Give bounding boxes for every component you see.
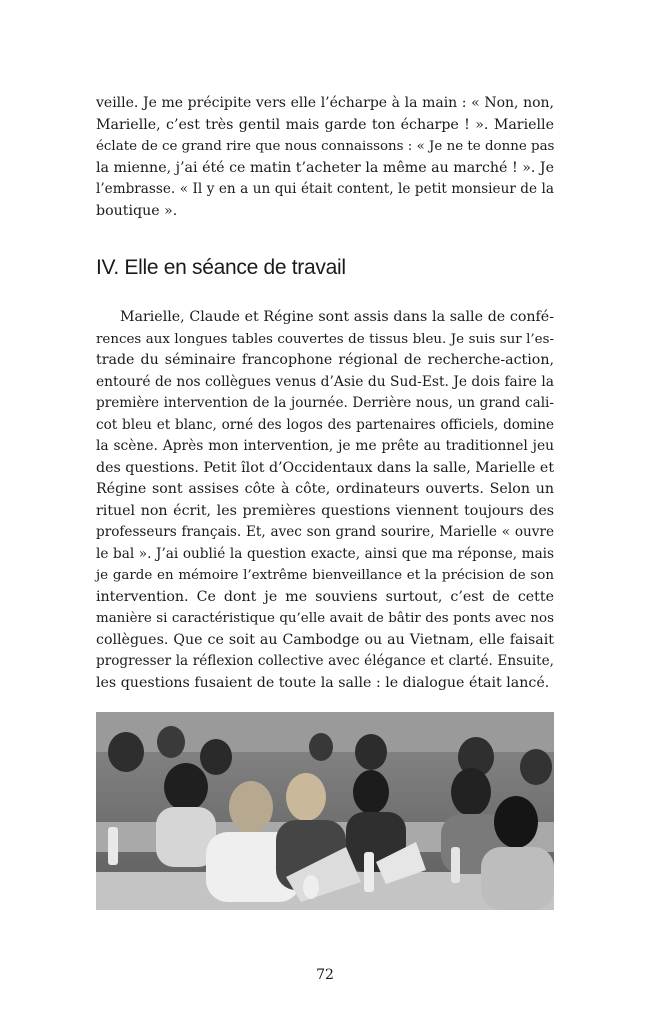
- text-line: les questions fusaient de toute la salle : le dialogue était lancé.: [96, 674, 550, 691]
- text-line: progresser la réflexion collective avec élégance et clarté. Ensuite,: [96, 653, 554, 669]
- body-paragraph: [96, 307, 554, 694]
- text-line: boutique ».: [96, 202, 178, 219]
- section-heading: IV. Elle en séance de travail: [96, 256, 346, 279]
- text-line: éclate de ce grand rire que nous connaissons : « Je ne te donne pas: [96, 139, 555, 154]
- text-line: entouré de nos collègues venus d’Asie du Sud-Est. Je dois faire la: [96, 373, 554, 390]
- text-line: Marielle, Claude et Régine sont assis dans la salle de confé-: [120, 309, 554, 325]
- text-line: professeurs français. Et, avec son grand sourire, Marielle « ouvre: [96, 524, 554, 540]
- text-line: Marielle, c’est très gentil mais garde ton écharpe ! ». Marielle: [96, 116, 554, 133]
- text-line: Régine sont assises côte à côte, ordinateurs ouverts. Selon un: [96, 481, 554, 497]
- text-line: le bal ». J’ai oublié la question exacte, ainsi que ma réponse, mais: [96, 545, 554, 562]
- conference-photo-illustration: [96, 712, 554, 910]
- text-line: je garde en mémoire l’extrême bienveillance et la précision de son: [96, 568, 554, 583]
- text-line: la scène. Après mon intervention, je me prête au traditionnel jeu: [96, 438, 554, 454]
- text-line: rences aux longues tables couvertes de tissus bleu. Je suis sur l’es-: [96, 331, 554, 347]
- text-line: rituel non écrit, les premières questions viennent toujours des: [96, 502, 554, 519]
- text-line: cot bleu et blanc, orné des logos des partenaires officiels, domine: [96, 416, 554, 433]
- text-line: manière si caractéristique qu’elle avait de bâtir des ponts avec nos: [96, 611, 554, 626]
- page-number: 72: [316, 967, 334, 983]
- text-line: l’embrasse. « Il y en a un qui était content, le petit monsieur de la: [96, 181, 554, 197]
- text-line: trade du séminaire francophone régional de recherche-action,: [96, 352, 554, 368]
- text-line: intervention. Ce dont je me souviens surtout, c’est de cette: [96, 588, 554, 605]
- text-line: première intervention de la journée. Derrière nous, un grand cali-: [96, 395, 554, 411]
- top-paragraph: [96, 93, 554, 222]
- text-line: la mienne, j’ai été ce matin t’acheter la même au marché ! ». Je: [96, 159, 554, 176]
- text-line: des questions. Petit îlot d’Occidentaux dans la salle, Marielle et: [96, 459, 555, 476]
- text-line: collègues. Que ce soit au Cambodge ou au Vietnam, elle faisait: [96, 631, 554, 648]
- conference-photo: [96, 712, 554, 910]
- text-line: veille. Je me précipite vers elle l’écharpe à la main : « Non, non,: [96, 95, 554, 111]
